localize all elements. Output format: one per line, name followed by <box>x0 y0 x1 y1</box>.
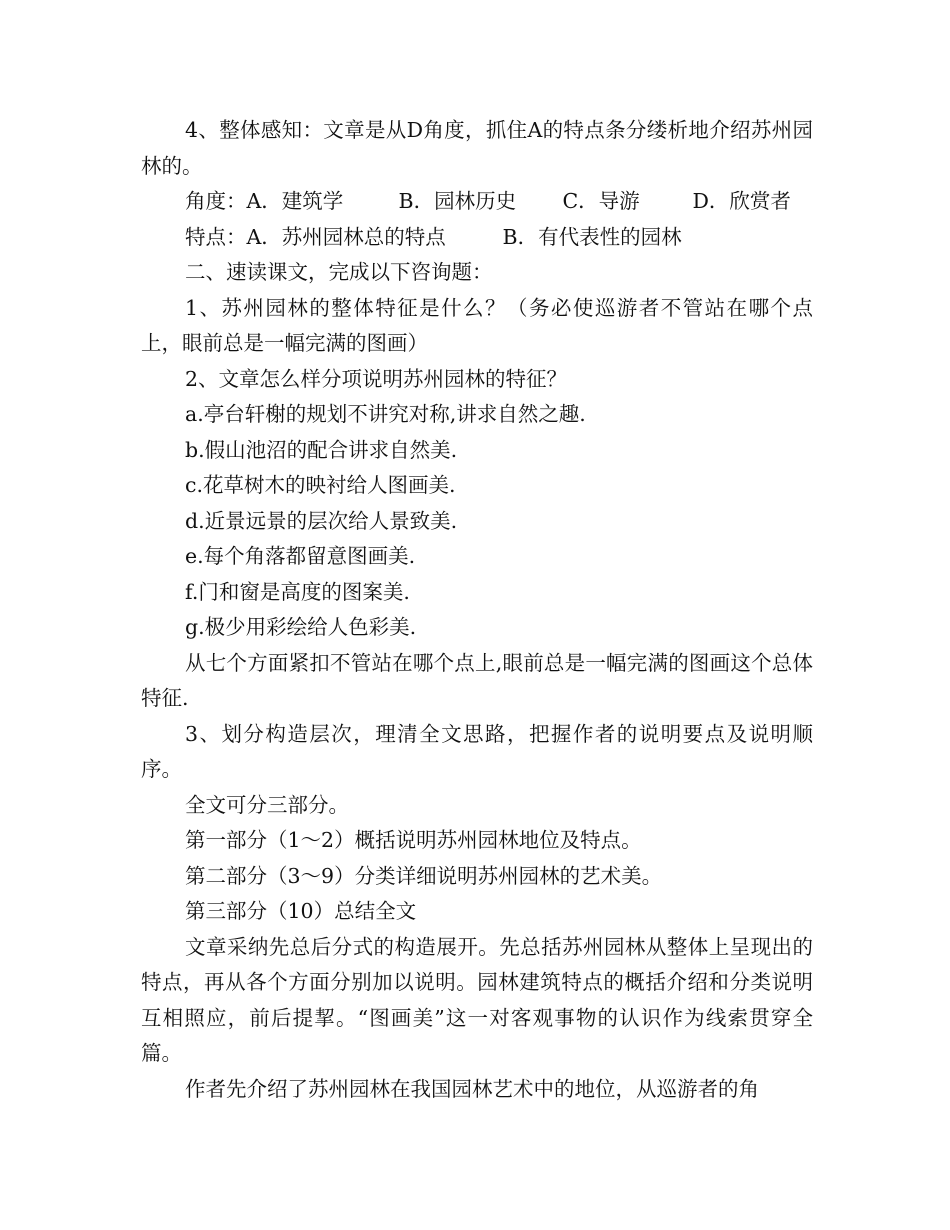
list-item-f: f.门和窗是高度的图案美. <box>185 579 410 604</box>
part-2: 第二部分（3～9）分类详细说明苏州园林的艺术美。 <box>185 863 663 888</box>
structure-intro: 全文可分三部分。 <box>185 792 349 817</box>
feature-options <box>141 220 813 256</box>
angle-option-d: D．欣赏者 <box>692 189 791 213</box>
list-item-a: a.亭台轩榭的规划不讲究对称,讲求自然之趣. <box>185 402 586 426</box>
question-4-overall-perception: 4、整体感知：文章是从D角度，抓住A的特点条分缕析地介绍苏州园林的。 <box>141 118 813 178</box>
angle-option-c: C．导游 <box>562 189 640 213</box>
part-3: 第三部分（10）总结全文 <box>185 899 417 923</box>
part-1: 第一部分（1～2）概括说明苏州园林地位及特点。 <box>185 828 642 852</box>
document-body <box>141 113 813 1107</box>
list-item-d: d.近景远景的层次给人景致美. <box>185 508 458 533</box>
angle-option-a: A．建筑学 <box>246 189 344 213</box>
closing-paragraph: 作者先介绍了苏州园林在我国园林艺术中的地位，从巡游者的角 <box>185 1076 759 1101</box>
list-item-g: g.极少用彩绘给人色彩美. <box>185 615 417 639</box>
angle-option-b: B．园林历史 <box>398 189 517 213</box>
list-item-e: e.每个角落都留意图画美. <box>185 544 416 568</box>
feature-label: 特点： <box>185 224 247 249</box>
question-2: 2、文章怎么样分项说明苏州园林的特征？ <box>185 366 568 391</box>
question-1: 1、苏州园林的整体特征是什么？（务必使巡游者不管站在哪个点上，眼前总是一幅完满的图画） <box>141 295 813 355</box>
summary-paragraph: 从七个方面紧扣不管站在哪个点上,眼前总是一幅完满的图画这个总体特征. <box>141 650 813 710</box>
structure-analysis: 文章采纳先总后分式的构造展开。先总括苏州园林从整体上呈现出的特点，再从各个方面分别加以说明。园林建筑特点的概括介绍和分类说明互相照应，前后提挈。“图画美”这一对客观事物的认识作为线索贯穿全篇。 <box>141 934 813 1065</box>
list-item-b: b.假山池沼的配合讲求自然美. <box>185 437 458 462</box>
section-2-heading: 二、速读课文，完成以下咨询题： <box>185 260 493 284</box>
angle-label: 角度： <box>185 189 247 213</box>
feature-option-b: B．有代表性的园林 <box>502 224 682 249</box>
angle-options <box>141 184 813 220</box>
list-item-c: c.花草树木的映衬给人图画美. <box>185 473 456 497</box>
question-3: 3、划分构造层次，理清全文思路，把握作者的说明要点及说明顺序。 <box>141 721 813 781</box>
feature-option-a: A．苏州园林总的特点 <box>246 224 446 249</box>
